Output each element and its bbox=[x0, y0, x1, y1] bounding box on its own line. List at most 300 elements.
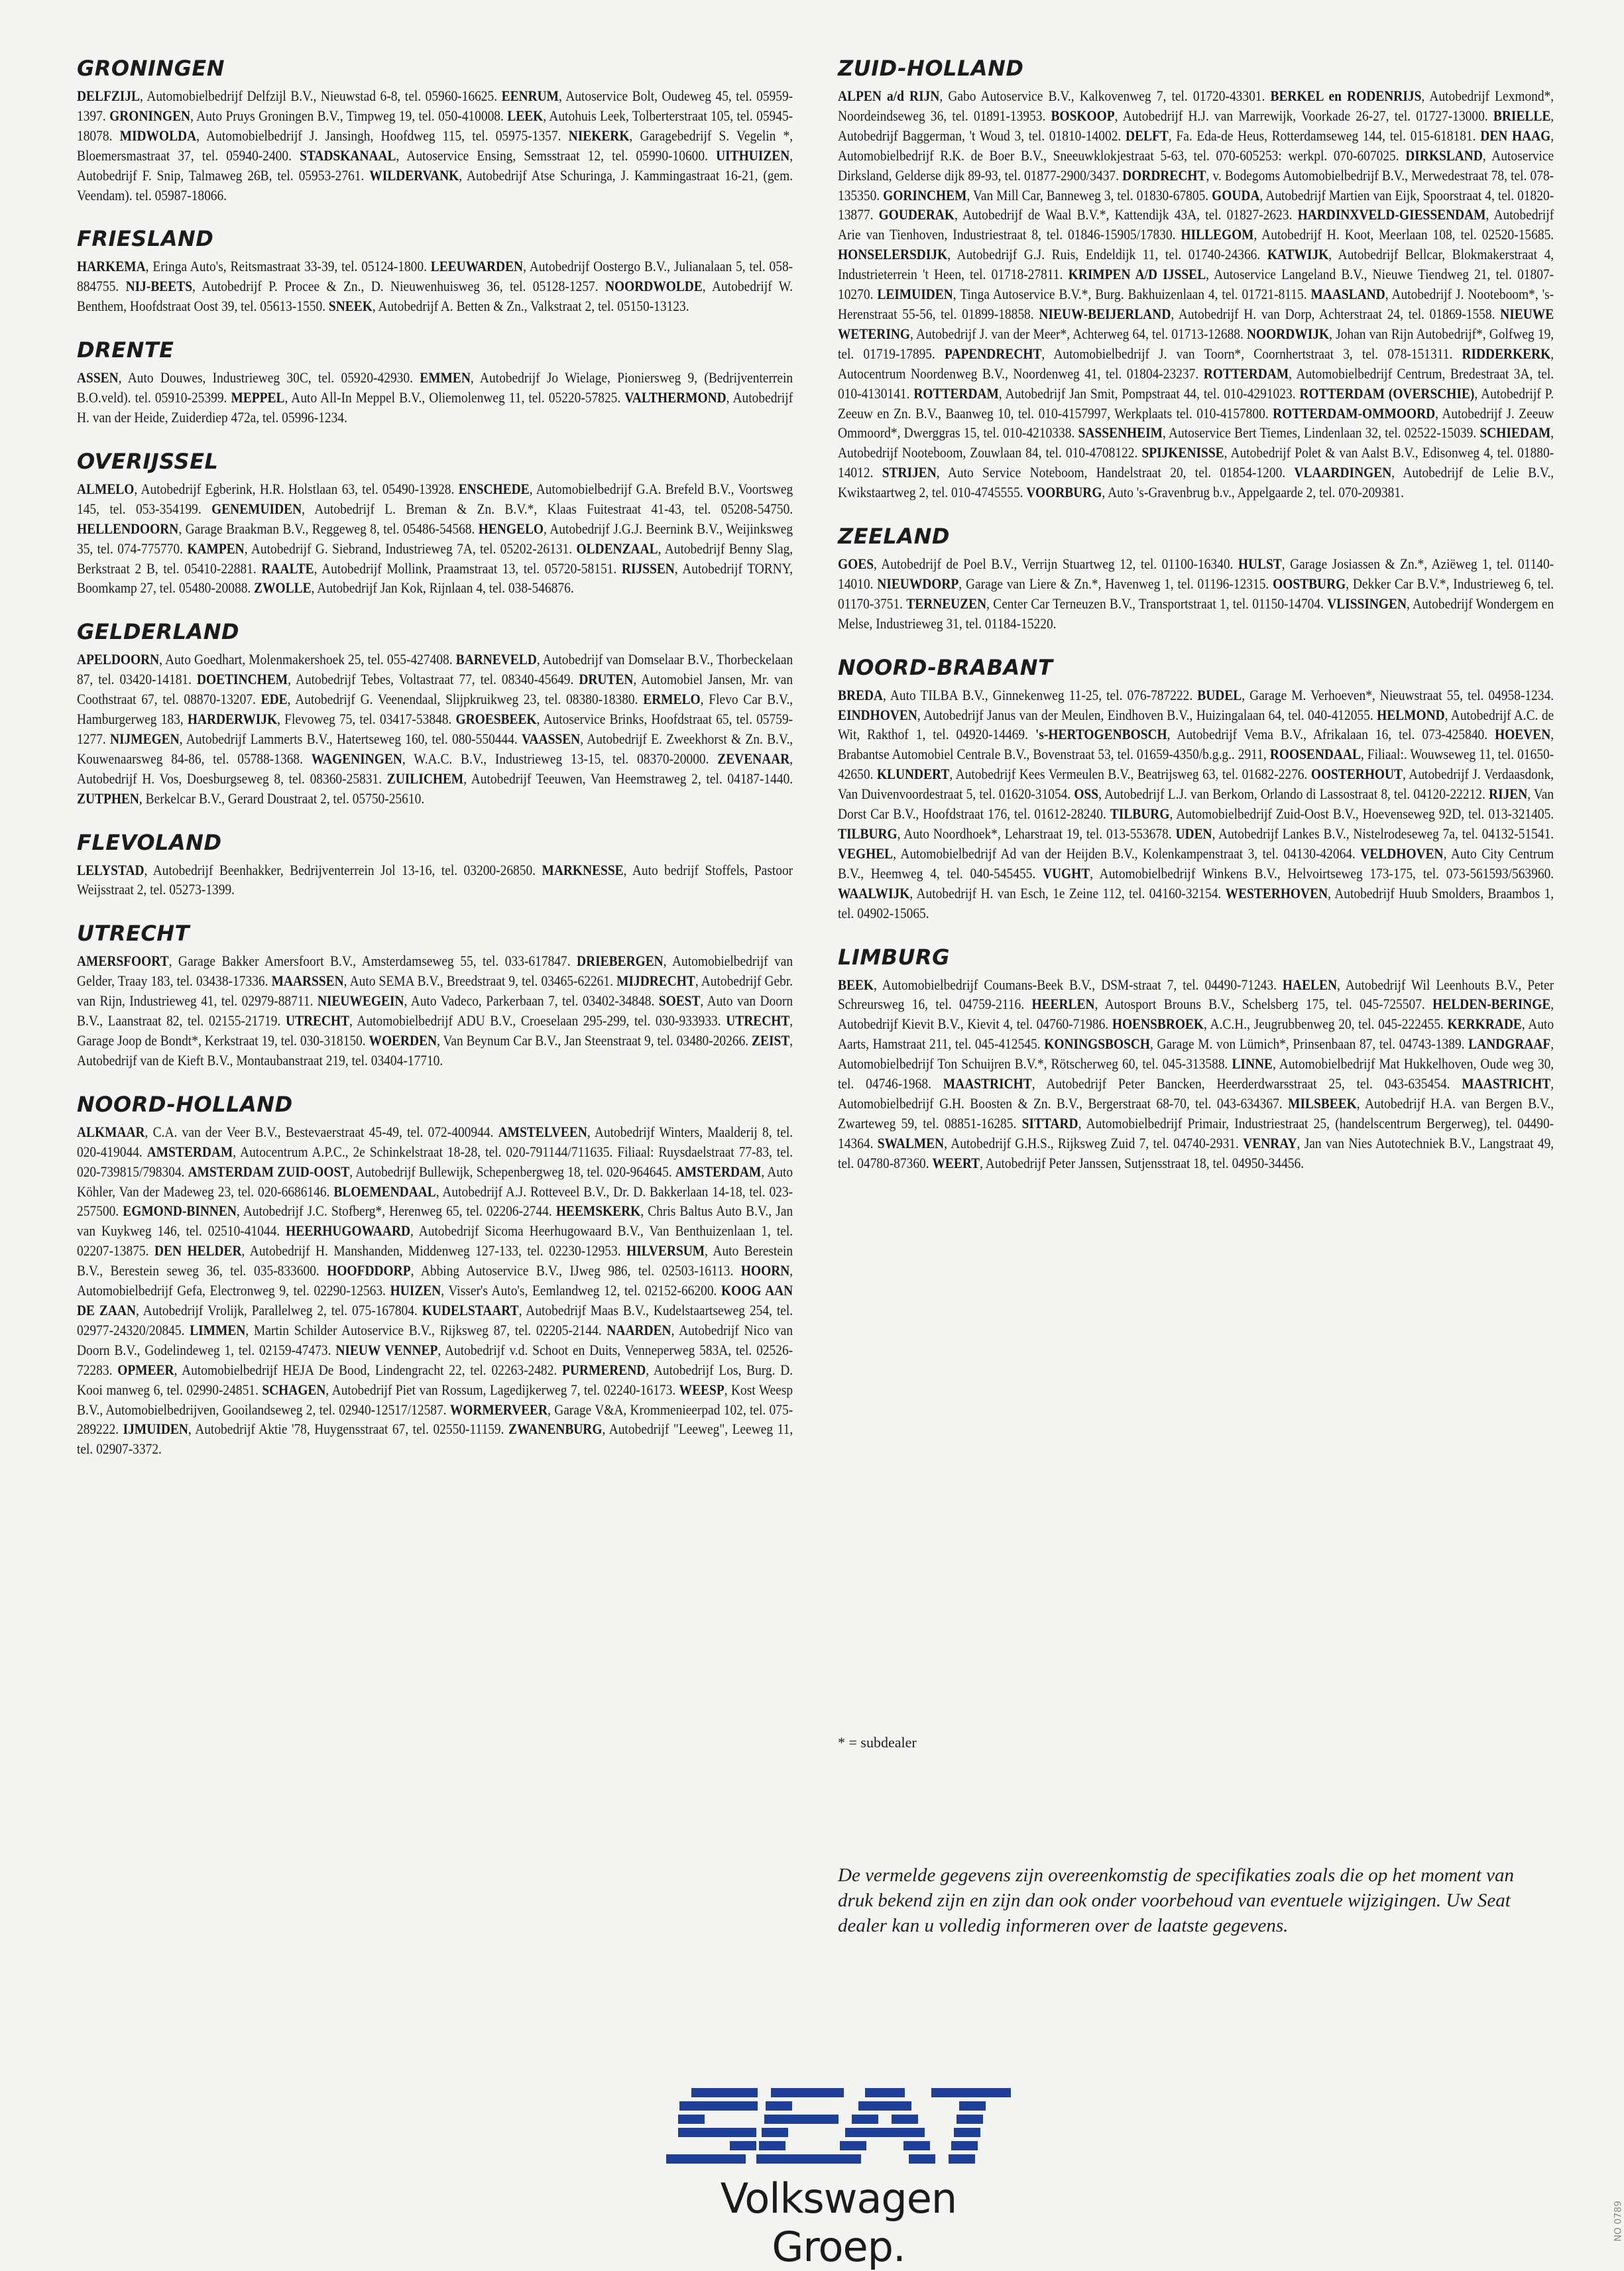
dealer-city: MARKNESSE bbox=[542, 861, 624, 878]
dealer-details: , Automobielbedrijf Ad van der Heijden B.V., Kolenkampenstraat 3, tel. 04130-42064. bbox=[893, 844, 1361, 862]
dealer-city: HENGELO bbox=[478, 520, 544, 537]
dealer-details: , Auto 's-Gravenbrug b.v., Appelgaarde 2, tel. 070-209381. bbox=[1102, 484, 1404, 501]
dealer-details: , Autobedrijf Janus van der Meulen, Eindhoven B.V., Huizingalaan 64, tel. 040-412055. bbox=[917, 706, 1377, 723]
dealer-city: HEEMSKERK bbox=[555, 1202, 641, 1220]
dealer-city: NIEKERK bbox=[568, 127, 630, 144]
province-heading: FRIESLAND bbox=[77, 226, 214, 252]
dealer-city: ASSEN bbox=[77, 369, 119, 386]
dealer-city: DOETINCHEM bbox=[196, 671, 288, 688]
dealer-details: , Auto SEMA B.V., Breedstraat 9, tel. 03465-62261. bbox=[343, 972, 617, 990]
dealer-details: , Autobedrijf A. Betten & Zn., Valkstraat 2, tel. 05150-13123. bbox=[372, 298, 689, 315]
dealer-city: DRUTEN bbox=[579, 671, 634, 688]
dealer-details: , Autobedrijf de Waal B.V.*, Kattendijk 43A, tel. 01827-2623. bbox=[955, 206, 1298, 223]
dealer-city: HAELEN bbox=[1282, 976, 1337, 993]
dealer-city: WORMERVEER bbox=[449, 1401, 548, 1418]
dealer-details: , Autobedrijf Lammerts B.V., Hatertseweg 160, tel. 080-550444. bbox=[179, 730, 522, 747]
dealer-details: , Autobedrijf TORNY, Boomkamp 27, tel. 05480-20088. bbox=[77, 559, 793, 597]
dealer-city: WILDERVANK bbox=[369, 166, 459, 184]
disclaimer-text: De vermelde gegevens zijn overeenkomstig de specifikaties zoals die op het moment van druk bekend zijn en zijn dan ook onder voorbehoud van eventuele wijzigingen. Uw Seat dealer kan u volledig informeren over de laatste gegevens. bbox=[838, 1865, 1515, 1936]
dealer-details: , Filiaal:. Wouwseweg 11, tel. 01650-42650. bbox=[838, 746, 1554, 783]
province-heading: UTRECHT bbox=[77, 921, 190, 947]
dealer-details: , C.A. van der Veer B.V., Bestevaerstraat 45-49, tel. 072-400944. bbox=[145, 1123, 498, 1140]
dealer-city: OLDENZAAL bbox=[576, 540, 658, 557]
dealer-city: SPIJKENISSE bbox=[1141, 444, 1224, 461]
dealer-details: , Autobedrijf J. Nooteboom*, 's-Herenstraat 55-56, tel. 01899-18858. bbox=[838, 286, 1554, 322]
dealer-city: ROTTERDAM-OMMOORD bbox=[1273, 404, 1436, 422]
dealer-city: AMSTERDAM ZUID-OOST bbox=[188, 1163, 350, 1180]
dealer-details: , Auto Service Noteboom, Handelstraat 20, tel. 01854-1200. bbox=[936, 464, 1295, 481]
dealer-city: MILSBEEK bbox=[1288, 1094, 1357, 1112]
dealer-details: , Garage Braakman B.V., Reggeweg 8, tel. 05486-54568. bbox=[178, 520, 479, 537]
dealer-city: UTRECHT bbox=[726, 1012, 790, 1029]
dealer-details: , Autobedrijf F. Snip, Talmaweg 26B, tel. 05953-2761. bbox=[77, 146, 793, 184]
dealer-details: , Autobedrijf Gebr. van Rijn, Industrieweg 41, tel. 02979-88711. bbox=[77, 972, 793, 1010]
dealer-city: VALTHERMOND bbox=[624, 389, 726, 406]
dealer-city: WOERDEN bbox=[369, 1032, 437, 1049]
dealer-details: , Autobedrijf G. Veenendaal, Slijpkruikweg 23, tel. 08380-18380. bbox=[287, 691, 644, 708]
dealer-city: BARNEVELD bbox=[455, 651, 537, 668]
dealer-details: , Auto Pruys Groningen B.V., Timpweg 19, tel. 050-410008. bbox=[190, 107, 508, 124]
dealer-city: HEERLEN bbox=[1031, 996, 1095, 1013]
dealer-details: , Automobielbedrijf Gefa, Electronweg 9, tel. 02290-12563. bbox=[77, 1262, 793, 1299]
dealer-city: KLUNDERT bbox=[876, 766, 950, 783]
dealer-city: NOORDWIJK bbox=[1246, 325, 1330, 342]
dealer-city: BLOEMENDAAL bbox=[333, 1183, 436, 1200]
province-section bbox=[77, 919, 793, 1070]
dealer-city: IJMUIDEN bbox=[123, 1421, 188, 1438]
dealer-city: ZEIST bbox=[752, 1032, 790, 1049]
dealer-city: KATWIJK bbox=[1267, 246, 1329, 263]
dealer-list bbox=[77, 86, 793, 205]
dealer-list bbox=[77, 650, 793, 808]
dealer-details: , v. Bodegoms Automobielbedrijf B.V., Merwedestraat 78, tel. 078-135350. bbox=[838, 166, 1554, 204]
dealer-city: WEESP bbox=[679, 1381, 725, 1398]
province-section bbox=[77, 54, 793, 205]
dealer-details: , Fa. Eda-de Heus, Rotterdamseweg 144, tel. 015-618181. bbox=[1168, 127, 1481, 144]
dealer-city: ZEVENAAR bbox=[717, 750, 790, 767]
dealer-details: , Autobedrijf Piet van Rossum, Lagedijkerweg 7, tel. 02240-16173. bbox=[325, 1381, 679, 1398]
dealer-details: , Flevo Car B.V., Hamburgerweg 183, bbox=[77, 691, 793, 728]
province-heading: DRENTE bbox=[77, 337, 174, 363]
dealer-city: RIDDERKERK bbox=[1462, 345, 1551, 362]
dealer-details: , Autobedrijf P. Procee & Zn., D. Nieuwenhuisweg 36, tel. 05128-1257. bbox=[192, 278, 605, 295]
dealer-city: BREDA bbox=[838, 686, 884, 703]
dealer-details: , Center Car Terneuzen B.V., Transportstraat 1, tel. 01150-14704. bbox=[986, 595, 1328, 612]
dealer-city: SCHAGEN bbox=[262, 1381, 326, 1398]
dealer-details: , Auto TILBA B.V., Ginnekenweg 11-25, tel. 076-787222. bbox=[883, 686, 1198, 703]
dealer-city: TILBURG bbox=[838, 825, 898, 842]
dealer-city: PURMEREND bbox=[562, 1361, 646, 1378]
dealer-city: NIJMEGEN bbox=[109, 730, 180, 747]
dealer-city: RAALTE bbox=[261, 559, 314, 577]
dealer-details: , Autobedrijf van de Kieft B.V., Montaubanstraat 219, tel. 03404-17710. bbox=[77, 1032, 793, 1069]
dealer-city: KOOG AAN DE ZAAN bbox=[77, 1282, 793, 1318]
dealer-city: BUDEL bbox=[1197, 686, 1242, 703]
dealer-details: , Autobedrijf Winters, Maalderij 8, tel. 020-419044. bbox=[77, 1123, 793, 1160]
dealer-city: UITHUIZEN bbox=[716, 146, 790, 164]
dealer-details: , Autobedrijf Wil Leenhouts B.V., Peter Schreursweg 16, tel. 04759-2116. bbox=[838, 976, 1554, 1013]
dealer-details: , Autobedrijf Nico van Doorn B.V., Godelindeweg 1, tel. 02159-47473. bbox=[77, 1321, 793, 1358]
dealer-details: , Van Beynum Car B.V., Jan Steenstraat 9, tel. 03480-20266. bbox=[437, 1032, 752, 1049]
dealer-city: HONSELERSDIJK bbox=[838, 246, 948, 263]
dealer-city: MIJDRECHT bbox=[616, 972, 695, 990]
dealer-details: , Garage V&A, Krommenieerpad 102, tel. 075-289222. bbox=[77, 1401, 793, 1438]
dealer-city: VOORBURG bbox=[1026, 484, 1102, 501]
dealer-city: LINNE bbox=[1232, 1055, 1273, 1073]
dealer-details: , Garagebedrijf S. Vegelin *, Bloemersmastraat 37, tel. 05940-2400. bbox=[77, 127, 793, 164]
dealer-details: , Autobedrijf H. van der Heide, Zuiderdiep 472a, tel. 05996-1234. bbox=[77, 389, 793, 426]
dealer-details: , W.A.C. B.V., Industrieweg 13-15, tel. 08370-20000. bbox=[402, 750, 718, 767]
dealer-details: , Automobielbedrijf HEJA De Bood, Lindengracht 22, tel. 02263-2482. bbox=[174, 1361, 563, 1378]
dealer-details: , Automobielbedrijf G.A. Brefeld B.V., Voortsweg 145, tel. 053-354199. bbox=[77, 480, 793, 517]
dealer-details: , Autobedrijf Kees Vermeulen B.V., Beatrijsweg 63, tel. 01682-2276. bbox=[949, 766, 1311, 783]
dealer-details: , Autobedrijf "Leeweg", Leeweg 11, tel. 02907-3372. bbox=[77, 1421, 793, 1458]
dealer-details: , Autobedrijf H. van Esch, 1e Zeine 112, tel. 04160-32154. bbox=[909, 884, 1226, 902]
dealer-city: MAASTRICHT bbox=[1462, 1075, 1551, 1092]
dealer-details: , Autobedrijf E. Zweekhorst & Zn. B.V., Kouwenaarsweg 84-86, tel. 05788-1368. bbox=[77, 730, 793, 767]
dealer-city: AMSTERDAM bbox=[675, 1163, 762, 1180]
dealer-details: , Autobedrijf Oostergo B.V., Julianalaan 5, tel. 058-884755. bbox=[77, 258, 793, 295]
dealer-city: ENSCHEDE bbox=[458, 480, 530, 497]
dealer-city: ROOSENDAAL bbox=[1269, 746, 1361, 763]
dealer-city: SCHIEDAM bbox=[1479, 424, 1551, 441]
dealer-details: , Autobedrijf L. Breman & Zn. B.V.*, Klaas Fuitestraat 41-43, tel. 05208-54750. bbox=[302, 500, 793, 517]
dealer-city: RIJEN bbox=[1488, 786, 1528, 803]
dealer-details: , Autobedrijf Tebes, Voltastraat 77, tel. 08340-45649. bbox=[288, 671, 579, 688]
dealer-city: KUDELSTAART bbox=[422, 1301, 519, 1318]
dealer-details: , Autobedrijf Egberink, H.R. Holstlaan 63, tel. 05490-13928. bbox=[134, 480, 459, 497]
dealer-details: , Autobedrijf de Poel B.V., Verrijn Stuartweg 12, tel. 01100-16340. bbox=[874, 555, 1238, 573]
dealer-details: , Berkelcar B.V., Gerard Doustraat 2, tel. 05750-25610. bbox=[139, 789, 425, 807]
dealer-city: KAMPEN bbox=[187, 540, 245, 557]
dealer-city: HARDINXVELD-GIESSENDAM bbox=[1297, 206, 1486, 223]
dealer-city: VENRAY bbox=[1243, 1134, 1297, 1151]
dealer-details: , Flevoweg 75, tel. 03417-53848. bbox=[277, 711, 456, 728]
province-heading: GRONINGEN bbox=[77, 56, 225, 81]
dealer-city: ZUTPHEN bbox=[77, 789, 139, 807]
logo-subtitle: Volkswagen Groep. bbox=[720, 2174, 957, 2271]
seat-logo-stripes bbox=[666, 2088, 1011, 2164]
dealer-city: KONINGSBOSCH bbox=[1044, 1035, 1151, 1053]
province-section bbox=[77, 447, 793, 598]
dealer-city: RIJSSEN bbox=[621, 559, 675, 577]
dealer-details: , A.C.H., Jeugrubbenweg 20, tel. 045-222455. bbox=[1204, 1016, 1448, 1033]
dealer-list bbox=[77, 257, 793, 316]
dealer-details: , Johan van Rijn Autobedrijf*, Golfweg 19, tel. 01719-17895. bbox=[838, 325, 1554, 362]
right-column bbox=[838, 54, 1554, 1193]
dealer-details: , Autobedrijf Huub Smolders, Braambos 1, tel. 04902-15065. bbox=[838, 884, 1554, 921]
dealer-details: , Autobedrijf H.A. van Bergen B.V., Zwarteweg 59, tel. 08851-16285. bbox=[838, 1094, 1554, 1132]
dealer-details: , Automobielbedrijf Primair, Industriestraat 25, (handelscentrum Bergerweg), tel. 04490-14364. bbox=[838, 1114, 1554, 1151]
dealer-city: GOES bbox=[838, 555, 874, 573]
dealer-details: , Autobedrijf Los, Burg. D. Kooi manweg 6, tel. 02990-24851. bbox=[77, 1361, 793, 1398]
dealer-details: , Autobedrijf J.G.J. Beernink B.V., Weijinksweg 35, tel. 074-775770. bbox=[77, 520, 793, 557]
dealer-details: , Automobielbedrijf ADU B.V., Croeselaan 295-299, tel. 030-933933. bbox=[349, 1012, 726, 1029]
dealer-city: EDE bbox=[261, 691, 288, 708]
dealer-details: , Dekker Car B.V.*, Industrieweg 6, tel. 01170-3751. bbox=[838, 575, 1554, 612]
dealer-details: , Jan van Nies Autotechniek B.V., Langstraat 49, tel. 04780-87360. bbox=[838, 1134, 1554, 1171]
dealer-details: , Autohuis Leek, Tolberterstraat 105, tel. 05945-18078. bbox=[77, 107, 793, 144]
province-heading: NOORD-BRABANT bbox=[838, 654, 1053, 680]
edge-code: NO 0789 bbox=[1613, 2201, 1624, 2242]
dealer-city: NIEUW-BEIJERLAND bbox=[1039, 305, 1171, 322]
dealer-city: VLISSINGEN bbox=[1327, 595, 1407, 612]
dealer-city: BEEK bbox=[838, 976, 874, 993]
dealer-city: WAGENINGEN bbox=[311, 750, 402, 767]
dealer-details: , Automobielbedrijf Ton Schuijren B.V.*, Rötscherweg 60, tel. 045-313588. bbox=[838, 1035, 1554, 1073]
dealer-details: , Autoservice Bert Tiemes, Lindenlaan 32, tel. 02522-15039. bbox=[1162, 424, 1480, 441]
dealer-details: , Autobedrijf Atse Schuringa, J. Kammingastraat 16-21, (gem. Veendam). tel. 05987-18066. bbox=[77, 166, 793, 204]
dealer-city: ALPEN a/d RIJN bbox=[838, 87, 940, 104]
dealer-details: , Auto van Doorn B.V., Laanstraat 82, tel. 02155-21719. bbox=[77, 992, 793, 1029]
dealer-city: HOORN bbox=[740, 1262, 790, 1279]
dealer-details: , Autobedrijf Martien van Eijk, Spoorstraat 4, tel. 01820-13877. bbox=[838, 186, 1554, 223]
dealer-details: , Autoservice Dirksland, Gelderse dijk 89-93, tel. 01877-2900/3437. bbox=[838, 146, 1554, 184]
dealer-details: , Autobedrijf Aktie '78, Huygensstraat 67, tel. 02550-11159. bbox=[188, 1421, 509, 1438]
province-section bbox=[77, 618, 793, 808]
dealer-details: , Auto bedrijf Stoffels, Pastoor Weijsstraat 2, tel. 05273-1399. bbox=[77, 861, 793, 898]
dealer-details: , Autobedrijf de Lelie B.V., Kwikstaartweg 2, tel. 010-4745555. bbox=[838, 464, 1554, 501]
dealer-city: MAASLAND bbox=[1310, 286, 1385, 303]
dealer-city: SASSENHEIM bbox=[1078, 424, 1163, 441]
dealer-city: HULST bbox=[1238, 555, 1282, 573]
dealer-city: LEEK bbox=[507, 107, 544, 124]
dealer-list bbox=[77, 368, 793, 428]
dealer-city: SNEEK bbox=[328, 298, 373, 315]
province-heading: FLEVOLAND bbox=[77, 829, 222, 855]
dealer-details: , Automobielbedrijf J. Jansingh, Hoofdweg 115, tel. 05975-1357. bbox=[196, 127, 569, 144]
dealer-details: , Autobedrijf Nooteboom, Zouwlaan 84, tel. 010-4708122. bbox=[838, 424, 1554, 461]
dealer-details: , Autobedrijf J. van der Meer*, Achterweg 64, tel. 01713-12688. bbox=[910, 325, 1247, 342]
dealer-city: LEIMUIDEN bbox=[877, 286, 953, 303]
dealer-city: BOSKOOP bbox=[1051, 107, 1115, 124]
dealer-city: TERNEUZEN bbox=[906, 595, 987, 612]
dealer-details: , Tinga Autoservice B.V.*, Burg. Bakhuizenlaan 4, tel. 01721-8115. bbox=[953, 286, 1311, 303]
dealer-city: GOUDA bbox=[1212, 186, 1260, 204]
dealer-details: , Autobedrijf P. Zeeuw en Zn. B.V., Baanweg 10, tel. 010-4157997, Werkplaats tel. 010-4157800. bbox=[838, 384, 1554, 422]
dealer-city: KERKRADE bbox=[1447, 1016, 1522, 1033]
dealer-city: HELLENDOORN bbox=[77, 520, 179, 537]
dealer-city: OPMEER bbox=[117, 1361, 174, 1378]
dealer-details: , Autobedrijf Kievit B.V., Kievit 4, tel. 04760-71986. bbox=[838, 996, 1554, 1033]
dealer-details: , Abbing Autoservice B.V., IJweg 986, tel. 02503-16113. bbox=[410, 1262, 741, 1279]
dealer-city: WESTERHOVEN bbox=[1225, 884, 1328, 902]
dealer-details: , Auto All-In Meppel B.V., Oliemolenweg 11, tel. 05220-57825. bbox=[284, 389, 625, 406]
dealer-city: HELMOND bbox=[1377, 706, 1445, 723]
dealer-details: , Autobedrijf L.J. van Berkom, Orlando di Lassostraat 8, tel. 04120-22212. bbox=[1098, 786, 1489, 803]
dealer-details: , Autobedrijf J. Verdaasdonk, Van Duivenvoordestraat 5, tel. 01620-31054. bbox=[838, 766, 1554, 803]
dealer-details: , Visser's Auto's, Eemlandweg 12, tel. 02152-66200. bbox=[441, 1282, 722, 1299]
dealer-details: , Kost Weesp B.V., Automobielbedrijven, Gooilandseweg 2, tel. 02940-12517/12587. bbox=[77, 1381, 793, 1418]
province-section bbox=[77, 225, 793, 316]
left-column bbox=[77, 54, 793, 1479]
dealer-details: , Autobedrijf Lexmond*, Noordeindseweg 36, tel. 01891-13953. bbox=[838, 87, 1554, 124]
dealer-city: ROTTERDAM (OVERSCHIE) bbox=[1299, 384, 1475, 402]
dealer-details: , Brabantse Automobiel Centrale B.V., Bovenstraat 53, tel. 01659-4350/b.g.g.. 2911, bbox=[838, 726, 1554, 763]
dealer-city: MIDWOLDA bbox=[119, 127, 197, 144]
dealer-city: MAASTRICHT bbox=[943, 1075, 1032, 1092]
dealer-details: , Autobedrijf A.C. de Wit, Rakthof 1, tel. 04920-14469. bbox=[838, 706, 1554, 743]
province-section bbox=[838, 943, 1554, 1173]
dealer-city: VLAARDINGEN bbox=[1294, 464, 1392, 481]
dealer-list bbox=[77, 479, 793, 598]
dealer-details: , Autobedrijf Peter Janssen, Sutjensstraat 18, tel. 04950-34456. bbox=[980, 1154, 1305, 1171]
dealer-details: , Automobielbedrijf Coumans-Beek B.V., DSM-straat 7, tel. 04490-71243. bbox=[874, 976, 1283, 993]
dealer-details: , Automobielbedrijf G.H. Boosten & Zn. B.V., Bergerstraat 68-70, tel. 043-634367. bbox=[838, 1075, 1554, 1112]
dealer-city: GENEMUIDEN bbox=[211, 500, 302, 517]
dealer-city: ROTTERDAM bbox=[1203, 365, 1289, 382]
dealer-details: , Autobedrijf H. Vos, Doesburgseweg 8, tel. 08360-25831. bbox=[77, 750, 793, 787]
dealer-city: HILVERSUM bbox=[626, 1242, 705, 1259]
dealer-list bbox=[77, 860, 793, 900]
dealer-city: ZWOLLE bbox=[254, 579, 312, 597]
dealer-city: GORINCHEM bbox=[883, 186, 967, 204]
dealer-details: , Autobedrijf G.H.S., Rijksweg Zuid 7, tel. 04740-2931. bbox=[944, 1134, 1244, 1151]
dealer-details: , Autobedrijf Jo Wielage, Pioniersweg 9, (Bedrijventerrein B.O.veld). tel. 05910-25399. bbox=[77, 369, 793, 406]
dealer-city: AMERSFOORT bbox=[77, 953, 169, 970]
dealer-details: , Autoservice Ensing, Semsstraat 12, tel. 05990-10600. bbox=[396, 146, 717, 164]
dealer-details: , Autobedrijf J.C. Stofberg*, Herenweg 65, tel. 02206-2744. bbox=[236, 1202, 556, 1220]
dealer-details: , Autobedrijf Vrolijk, Parallelweg 2, tel. 075-167804. bbox=[135, 1301, 422, 1318]
dealer-details: , Automobielbedrijf R.K. de Boer B.V., Sneeuwklokjestraat 5-63, tel. 070-605253: werkpl. 070-607025. bbox=[838, 127, 1554, 164]
dealer-city: GRONINGEN bbox=[109, 107, 191, 124]
dealer-city: ALMELO bbox=[77, 480, 135, 497]
dealer-details: , Autobedrijf Arie van Tienhoven, Industriestraat 8, tel. 01846-15905/17830. bbox=[838, 206, 1554, 243]
dealer-city: OOSTBURG bbox=[1273, 575, 1346, 592]
dealer-details: , Automobielbedrijf Delfzijl B.V., Nieuwstad 6-8, tel. 05960-16625. bbox=[140, 87, 502, 104]
province-section bbox=[77, 336, 793, 428]
seat-logo bbox=[653, 2088, 1024, 2271]
dealer-details: , Autobedrijf H. van Dorp, Achterstraat 24, tel. 01869-1558. bbox=[1171, 305, 1501, 322]
dealer-city: EMMEN bbox=[420, 369, 471, 386]
dealer-details: , Autobedrijf W. Benthem, Hoofdstraat Oost 39, tel. 05613-1550. bbox=[77, 278, 793, 315]
dealer-city: NIJ-BEETS bbox=[125, 278, 193, 295]
dealer-city: EINDHOVEN bbox=[838, 706, 917, 723]
dealer-details: , Autobedrijf Bellcar, Blokmakerstraat 4, Industrieterrein 't Heen, tel. 01718-27811. bbox=[838, 246, 1554, 283]
province-section bbox=[77, 829, 793, 900]
dealer-city: EENRUM bbox=[501, 87, 559, 104]
dealer-details: , Chris Baltus Auto B.V., Jan van Kuykweg 146, tel. 02510-41044. bbox=[77, 1202, 793, 1240]
dealer-details: , Autobedrijf Sicoma Heerhugowaard B.V., Van Benthuizenlaan 1, tel. 02207-13875. bbox=[77, 1222, 793, 1259]
dealer-city: NIEUWE WETERING bbox=[838, 305, 1554, 342]
dealer-city: AMSTERDAM bbox=[146, 1143, 233, 1160]
dealer-details: , Autobedrijf G. Siebrand, Industrieweg 7A, tel. 05202-26131. bbox=[244, 540, 577, 557]
dealer-city: HEERHUGOWAARD bbox=[286, 1222, 411, 1240]
dealer-city: VEGHEL bbox=[838, 844, 894, 862]
dealer-details: , Autobedrijf H. Koot, Meerlaan 108, tel. 02520-15685. bbox=[1253, 226, 1554, 243]
dealer-city: NIEUWDORP bbox=[877, 575, 959, 592]
dealer-city: DORDRECHT bbox=[1122, 166, 1206, 184]
dealer-details: , Autobedrijf Bullewijk, Schepenbergweg 18, tel. 020-964645. bbox=[349, 1163, 675, 1180]
dealer-details: , Autobedrijf van Domselaar B.V., Thorbeckelaan 87, tel. 03420-14181. bbox=[77, 651, 793, 688]
dealer-details: , Garage Josiassen & Zn.*, Aziëweg 1, tel. 01140-14010. bbox=[838, 555, 1554, 592]
dealer-city: LANDGRAAF bbox=[1468, 1035, 1551, 1053]
dealer-city: NIEUW VENNEP bbox=[335, 1341, 438, 1358]
province-heading: OVERIJSSEL bbox=[77, 448, 219, 474]
dealer-city: UDEN bbox=[1175, 825, 1212, 842]
dealer-city: AMSTELVEEN bbox=[498, 1123, 587, 1140]
dealer-details: , Auto Noordhoek*, Leharstraat 19, tel. 013-553678. bbox=[897, 825, 1176, 842]
dealer-details: , Autobedrijf Wondergem en Melse, Industrieweg 31, tel. 01184-15220. bbox=[838, 595, 1554, 632]
dealer-details: , Autobedrijf Teeuwen, Van Heemstraweg 2, tel. 04187-1440. bbox=[463, 770, 793, 787]
dealer-details: , Autobedrijf Peter Bancken, Heerderdwarsstraat 25, tel. 043-635454. bbox=[1031, 1075, 1462, 1092]
province-heading: NOORD-HOLLAND bbox=[77, 1091, 293, 1117]
dealer-details: , Eringa Auto's, Reitsmastraat 33-39, tel. 05124-1800. bbox=[145, 258, 431, 275]
dealer-city: HARKEMA bbox=[77, 258, 146, 275]
dealer-city: 's-HERTOGENBOSCH bbox=[1035, 726, 1167, 743]
dealer-details: , Auto Aarts, Hamstraat 211, tel. 045-412545. bbox=[838, 1016, 1554, 1053]
dealer-details: , Garage M. Verhoeven*, Nieuwstraat 55, tel. 04958-1234. bbox=[1242, 686, 1554, 703]
dealer-details: , Autobedrijf Jan Kok, Rijnlaan 4, tel. 038-546876. bbox=[311, 579, 574, 597]
dealer-city: BERKEL en RODENRIJS bbox=[1270, 87, 1422, 104]
dealer-city: DELFZIJL bbox=[77, 87, 141, 104]
dealer-city: EGMOND-BINNEN bbox=[123, 1202, 237, 1220]
dealer-city: VAASSEN bbox=[522, 730, 581, 747]
dealer-details: , Garage Bakker Amersfoort B.V., Amsterdamseweg 55, tel. 033-617847. bbox=[168, 953, 577, 970]
dealer-city: GOUDERAK bbox=[878, 206, 955, 223]
dealer-details: , Garage van Liere & Zn.*, Havenweg 1, tel. 01196-12315. bbox=[958, 575, 1273, 592]
dealer-details: , Van Dorst Car B.V., Hoofdstraat 176, tel. 01612-28240. bbox=[838, 786, 1554, 823]
dealer-city: HOENSBROEK bbox=[1112, 1016, 1204, 1033]
dealer-city: STADSKANAAL bbox=[300, 146, 396, 164]
dealer-details: , Autobedrijf Vema B.V., Afrikalaan 16, tel. 073-425840. bbox=[1167, 726, 1495, 743]
dealer-city: APELDOORN bbox=[77, 651, 160, 668]
dealer-city: ALKMAAR bbox=[77, 1123, 145, 1140]
dealer-city: HOEVEN bbox=[1495, 726, 1551, 743]
dealer-details: , Autobedrijf Jan Smit, Pompstraat 44, tel. 010-4291023. bbox=[998, 384, 1300, 402]
dealer-details: , Autobedrijf Lankes B.V., Nistelrodeseweg 7a, tel. 04132-51541. bbox=[1212, 825, 1554, 842]
dealer-city: DEN HELDER bbox=[154, 1242, 242, 1259]
dealer-city: LEEUWARDEN bbox=[430, 258, 524, 275]
dealer-details: , Automobielbedrijf van Gelder, Traay 183, tel. 03438-17336. bbox=[77, 953, 793, 990]
province-heading: ZUID-HOLLAND bbox=[838, 56, 1024, 81]
dealer-details: , Van Mill Car, Banneweg 3, tel. 01830-67805. bbox=[966, 186, 1212, 204]
dealer-details: , Martin Schilder Autoservice B.V., Rijksweg 87, tel. 02205-2144. bbox=[245, 1321, 607, 1338]
dealer-details: , Autobedrijf Benny Slag, Berkstraat 2 B, tel. 05410-22881. bbox=[77, 540, 793, 577]
dealer-details: , Autosport Brouns B.V., Schelsberg 175, tel. 045-725507. bbox=[1094, 996, 1433, 1013]
province-section bbox=[77, 1090, 793, 1459]
dealer-city: OSS bbox=[1074, 786, 1099, 803]
dealer-city: HILLEGOM bbox=[1181, 226, 1254, 243]
dealer-city: MAARSSEN bbox=[271, 972, 344, 990]
dealer-details: , Autoservice Langeland B.V., Nieuwe Tiendweg 21, tel. 01807-10270. bbox=[838, 266, 1554, 303]
dealer-details: , Autocentrum Noordenweg B.V., Noordenweg 41, tel. 01804-23237. bbox=[838, 345, 1554, 382]
dealer-details: , Autobedrijf Mollink, Praamstraat 13, tel. 05720-58151. bbox=[314, 559, 622, 577]
dealer-city: NIEUWEGEIN bbox=[317, 992, 404, 1010]
dealer-list bbox=[838, 554, 1554, 634]
dealer-city: WEERT bbox=[932, 1154, 980, 1171]
dealer-city: OOSTERHOUT bbox=[1310, 766, 1403, 783]
dealer-city: SOEST bbox=[658, 992, 701, 1010]
dealer-city: STRIJEN bbox=[882, 464, 937, 481]
dealer-city: PAPENDRECHT bbox=[944, 345, 1042, 362]
dealer-city: SWALMEN bbox=[877, 1134, 945, 1151]
dealer-list bbox=[838, 86, 1554, 502]
dealer-details: , Autobedrijf Polet & van Aalst B.V., Edisonweg 4, tel. 01880-14012. bbox=[838, 444, 1554, 481]
dealer-details: , Autobedrijf v.d. Schoot en Duits, Venneperweg 583A, tel. 02526-72283. bbox=[77, 1341, 793, 1378]
dealer-details: , Auto Köhler, Van der Madeweg 23, tel. 020-6686146. bbox=[77, 1163, 793, 1200]
dealer-city: ROTTERDAM bbox=[913, 384, 999, 402]
dealer-details: , Autobedrijf H. Manshanden, Middenweg 127-133, tel. 02230-12953. bbox=[241, 1242, 627, 1259]
dealer-city: NOORDWOLDE bbox=[605, 278, 703, 295]
dealer-city: WAALWIJK bbox=[838, 884, 910, 902]
dealer-details: , Automobielbedrijf Winkens B.V., Helvoirtseweg 173-175, tel. 073-561593/563960. bbox=[1090, 864, 1554, 882]
dealer-city: LELYSTAD bbox=[77, 861, 145, 878]
dealer-details: , Automobielbedrijf Mat Hukkelhoven, Oude weg 30, tel. 04746-1968. bbox=[838, 1055, 1554, 1092]
dealer-city: TILBURG bbox=[1110, 805, 1170, 823]
dealer-details: , Gabo Autoservice B.V., Kalkovenweg 7, tel. 01720-43301. bbox=[939, 87, 1271, 104]
dealer-details: , Autobedrijf A.J. Rotteveel B.V., Dr. D. Bakkerlaan 14-18, tel. 023-257500. bbox=[77, 1183, 793, 1220]
